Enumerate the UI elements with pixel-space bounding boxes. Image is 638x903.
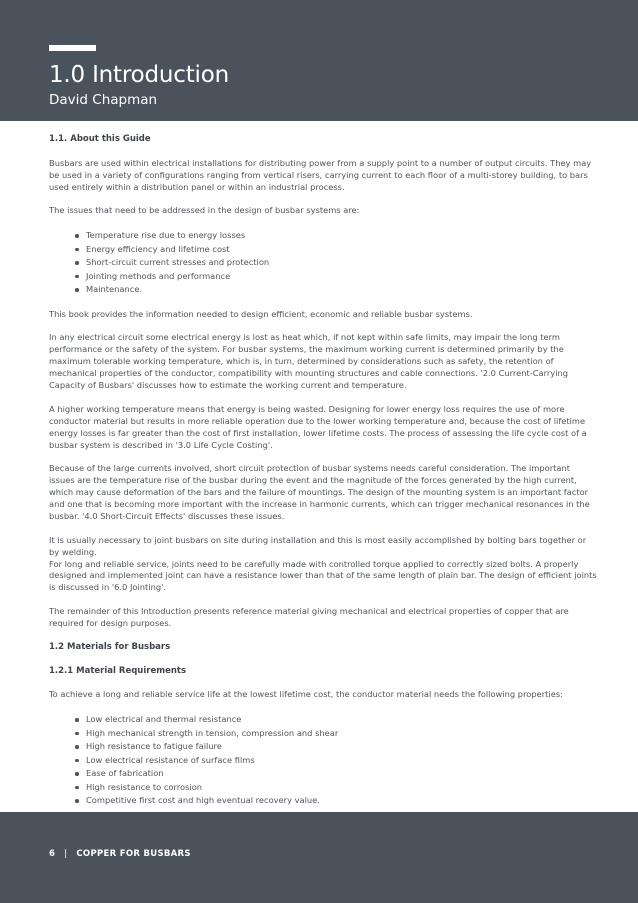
page-number: 6 xyxy=(49,849,56,859)
list-item: Ease of fabrication xyxy=(49,767,597,781)
paragraph: To achieve a long and reliable service life at the lowest lifetime cost, the conductor material needs the following properties: xyxy=(49,689,563,700)
issues-list xyxy=(49,229,597,297)
list-item: Maintenance. xyxy=(49,283,597,297)
paragraph: Busbars are used within electrical installations for distributing power from a supply point to a number of output circuits. They may be used in a variety of configurations ranging from vertical risers, carrying current to each floor of a multi-storey building, to bars used entirely within a distribution panel or within an industrial process. xyxy=(49,157,592,192)
paragraph: This book provides the information needed to design efficient, economic and reliable busbar systems. xyxy=(49,308,473,319)
header-accent-bar xyxy=(49,45,96,51)
list-item: Low electrical and thermal resistance xyxy=(49,713,597,727)
list-item: Temperature rise due to energy losses xyxy=(49,229,597,243)
list-item: Jointing methods and performance xyxy=(49,270,597,284)
paragraph: It is usually necessary to joint busbars on site during installation and this is most easily accomplished by bolting bars together or by welding. xyxy=(49,534,587,557)
subsection-heading-requirements: 1.2.1 Material Requirements xyxy=(49,665,187,676)
list-item: High resistance to corrosion xyxy=(49,781,597,795)
paragraph: A higher working temperature means that energy is being wasted. Designing for lower energy loss requires the use of more conductor material but results in more reliable operation due to the lower working temperature and, because the cost of lifetime energy losses is far greater than the cost of first installation, lower lifetime costs. The process of assessing the life cycle cost of a busbar system is described in '3.0 Life Cycle Costing'. xyxy=(49,403,587,450)
paragraph: In any electrical circuit some electrical energy is lost as heat which, if not kept within safe limits, may impair the long term performance or the safety of the system. For busbar systems, the maximum working current is determined primarily by the maximum tolerable working temperature, which is, in turn, determined by considerations such as safety, the retention of mechanical properties of the conductor, compatibility with mounting structures and cable connections. '2.0 Current-Carrying Capacity of Busbars' discusses how to estimate the working current and temperature. xyxy=(49,332,569,391)
paragraph: The issues that need to be addressed in the design of busbar systems are: xyxy=(49,205,360,216)
page-footer xyxy=(0,812,638,903)
section-heading-about: 1.1. About this Guide xyxy=(49,134,151,144)
paragraph: For long and reliable service, joints need to be carefully made with controlled torque applied to correctly sized bolts. A properly designed and implemented joint can have a resistance lower than that of the same length of plain bar. The design of efficient joints is discussed in '6.0 Jointing'. xyxy=(49,558,597,593)
list-item: High resistance to fatigue failure xyxy=(49,740,597,754)
list-item: High mechanical strength in tension, compression and shear xyxy=(49,727,597,741)
list-item: Competitive first cost and high eventual recovery value. xyxy=(49,794,597,808)
list-item: Short-circuit current stresses and protection xyxy=(49,256,597,270)
list-item: Energy efficiency and lifetime cost xyxy=(49,243,597,257)
footer-text xyxy=(49,849,191,859)
author-name: David Chapman xyxy=(49,92,158,108)
properties-list xyxy=(49,713,597,808)
footer-separator: | xyxy=(64,849,68,859)
publication-title: COPPER FOR BUSBARS xyxy=(76,849,191,859)
document-body xyxy=(49,134,597,855)
paragraph: Because of the large currents involved, short circuit protection of busbar systems needs careful consideration. The important issues are the temperature rise of the busbar during the event and the magnitude of the forces generated by the high current, which may cause deformation of the bars and the failure of mountings. The design of the mounting system is an important factor and one that is becoming more important with the increase in harmonic currents, which can trigger mechanical resonances in the busbar. '4.0 Short-Circuit Effects' discusses these issues. xyxy=(49,463,590,521)
page-header xyxy=(0,0,638,121)
list-item: Low electrical resistance of surface films xyxy=(49,754,597,768)
section-heading-materials: 1.2 Materials for Busbars xyxy=(49,641,171,652)
paragraph: The remainder of this Introduction presents reference material giving mechanical and electrical properties of copper that are required for design purposes. xyxy=(49,606,569,629)
page-title: 1.0 Introduction xyxy=(49,62,229,88)
